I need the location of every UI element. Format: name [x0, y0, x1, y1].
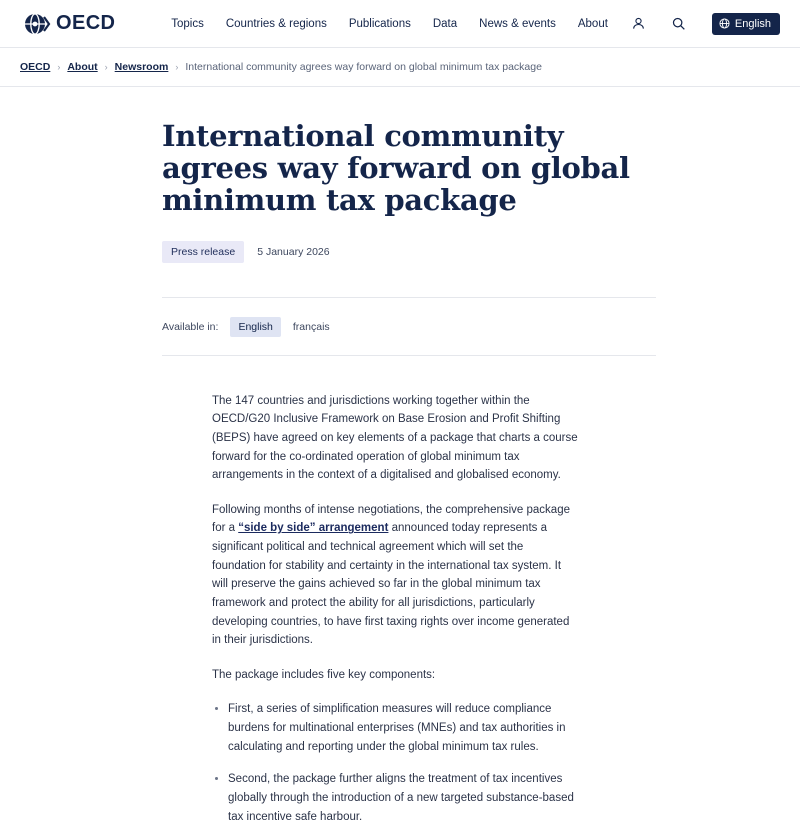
- breadcrumb-item-about[interactable]: About: [67, 61, 98, 73]
- status-badge: Press release: [162, 241, 244, 263]
- publish-date: 5 January 2026: [257, 245, 330, 258]
- article-body: [162, 356, 656, 826]
- nav-item-publications[interactable]: Publications: [348, 17, 411, 30]
- paragraph-3: The package includes five key components:: [212, 668, 436, 681]
- paragraph-2-text-after: announced today represents a significant political and technical agreement which will set the foundation for stability and certainty in the international tax system. It will preserve the gains achieved so far in the global minimum tax framework and protect the ability for all jurisdictions, particularly developing countries, to have first taxing rights over income generated in their jurisdictions.: [212, 522, 570, 647]
- list-item: • First, a series of simplification measures will reduce compliance burdens for multinational enterprises (MNEs) and tax authorities in calculating and reporting under the global minimum tax rules.: [228, 700, 590, 756]
- nav-item-data[interactable]: Data: [432, 17, 458, 30]
- breadcrumb-separator: ›: [57, 62, 61, 72]
- user-icon[interactable]: [630, 15, 648, 33]
- available-in-label: Available in:: [162, 320, 219, 333]
- page-title: International community agrees way forward on global minimum tax package: [162, 119, 630, 217]
- language-option-francais[interactable]: français: [292, 320, 330, 333]
- side-by-side-arrangement-link[interactable]: “side by side” arrangement: [238, 522, 389, 535]
- key-components-list: [212, 700, 590, 826]
- article-column: [144, 121, 656, 826]
- language-switcher-label: English: [734, 17, 771, 30]
- paragraph-1: The 147 countries and jurisdictions working together within the OECD/G20 Inclusive Framework on Base Erosion and Profit Shifting (BEPS) have agreed on key elements of a package that charts a course forward for the co-ordinated operation of global minimum tax arrangements in the context of a digitalised and globalised economy.: [212, 394, 578, 482]
- breadcrumb-item-oecd[interactable]: OECD: [20, 61, 51, 73]
- oecd-globe-logo-icon: [24, 11, 50, 37]
- breadcrumb: [0, 48, 800, 87]
- article-meta: [162, 241, 656, 263]
- language-option-english[interactable]: English: [230, 317, 280, 337]
- breadcrumb-item-current: International community agrees way forward on global minimum tax package: [185, 61, 542, 73]
- breadcrumb-separator: ›: [104, 62, 108, 72]
- site-header: [0, 0, 800, 48]
- paragraph-2: [212, 501, 580, 650]
- search-icon[interactable]: [670, 15, 688, 33]
- available-languages: [162, 298, 656, 355]
- nav-item-topics[interactable]: Topics: [171, 17, 204, 30]
- breadcrumb-item-newsroom[interactable]: Newsroom: [114, 61, 169, 73]
- nav-item-about[interactable]: About: [577, 17, 608, 30]
- nav-item-countries-regions[interactable]: Countries & regions: [225, 17, 327, 30]
- breadcrumb-separator: ›: [175, 62, 179, 72]
- globe-icon: [719, 18, 730, 29]
- primary-nav: [171, 13, 780, 35]
- article-wrapper: [0, 121, 800, 826]
- paragraph-2-text-before: Following months of intense negotiations, the comprehensive package for a: [212, 503, 570, 535]
- logo-text: OECD: [56, 12, 116, 34]
- language-switcher-button[interactable]: [712, 13, 780, 35]
- nav-item-news-events[interactable]: News & events: [479, 17, 556, 30]
- oecd-logo[interactable]: [24, 11, 115, 37]
- list-item: • Second, the package further aligns the treatment of tax incentives globally through the introduction of a new targeted substance-based tax incentive safe harbour.: [228, 770, 590, 826]
